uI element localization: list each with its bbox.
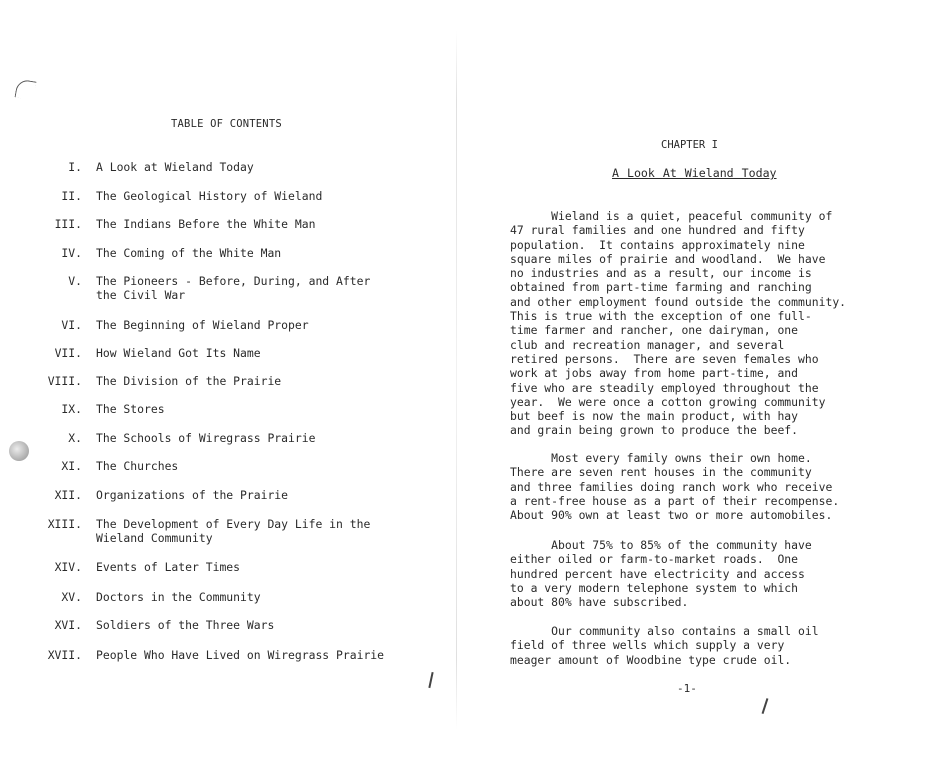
toc-item-number: III.	[54, 217, 82, 231]
toc-item-title: The Beginning of Wieland Proper	[96, 318, 309, 332]
toc-item-title: Soldiers of the Three Wars	[96, 618, 275, 632]
toc-item-title: The Indians Before the White Man	[96, 217, 316, 231]
toc-item-title: Events of Later Times	[96, 560, 241, 574]
toc-item-title: The Development of Every Day Life in the Wieland Community	[96, 517, 371, 545]
toc-item-number: VIII.	[47, 374, 82, 388]
toc-item-number: X.	[68, 431, 82, 445]
toc-item-number: V.	[68, 274, 82, 288]
toc-item-title: The Coming of the White Man	[96, 246, 282, 260]
toc-item-number: IX.	[61, 402, 82, 416]
toc-item-number: XVII.	[47, 648, 82, 662]
corner-mark	[14, 78, 36, 100]
chapter-number: CHAPTER I	[661, 139, 718, 151]
toc-item-title: The Pioneers - Before, During, and After the Civil War	[96, 274, 371, 302]
toc-item-number: XVI.	[54, 618, 82, 632]
chapter-paragraph: Wieland is a quiet, peaceful community of 47 rural families and one hundred and fifty population. It contains approximately nine square miles of prairie and woodland. We have no industries and as a result, our income is obtained from part-time farming and ranching and other employment found outside the community. This is true with the exception of one full- time farmer and rancher, one dairyman, one club and recreation manager, and several retired persons. There are seven females who work at jobs away from home part-time, and five who are steadily employed throughout the year. We were once a cotton growing community but beef is now the main product, with hay and grain being grown to produce the beef.	[510, 209, 847, 438]
toc-item-number: XI.	[61, 459, 82, 473]
toc-item-number: VII.	[54, 346, 82, 360]
chapter-paragraph: Our community also contains a small oil field of three wells which supply a very meager amount of Woodbine type crude oil.	[510, 624, 819, 667]
stray-pen-mark	[428, 672, 433, 688]
toc-item-title: The Schools of Wiregrass Prairie	[96, 431, 316, 445]
toc-item-title: A Look at Wieland Today	[96, 160, 254, 174]
chapter-paragraph: About 75% to 85% of the community have either oiled or farm-to-market roads. One hundred percent have electricity and access to a very modern telephone system to which about 80% have subscribed.	[510, 538, 812, 610]
toc-item-title: The Churches	[96, 459, 179, 473]
toc-item-number: VI.	[61, 318, 82, 332]
chapter-paragraph: Most every family owns their own home. There are seven rent houses in the community and three families doing ranch work who receive a rent-free house as a part of their recompense. About 90% own at least two or more automobiles.	[510, 451, 840, 523]
toc-item-number: XIII.	[47, 517, 82, 531]
toc-item-title: Organizations of the Prairie	[96, 488, 289, 502]
toc-item-number: IV.	[61, 246, 82, 260]
toc-item-number: II.	[61, 189, 82, 203]
toc-item-title: The Division of the Prairie	[96, 374, 282, 388]
toc-item-number: XII.	[54, 488, 82, 502]
toc-item-title: How Wieland Got Its Name	[96, 346, 261, 360]
toc-title: TABLE OF CONTENTS	[171, 118, 282, 130]
page-number: -1-	[677, 682, 697, 695]
toc-item-title: People Who Have Lived on Wiregrass Prairie	[96, 648, 385, 662]
toc-item-number: XIV.	[54, 560, 82, 574]
toc-item-title: The Geological History of Wieland	[96, 189, 323, 203]
chapter-title: A Look At Wieland Today	[612, 166, 777, 180]
toc-item-title: Doctors in the Community	[96, 590, 261, 604]
toc-item-number: XV.	[61, 590, 82, 604]
toc-item-title: The Stores	[96, 402, 165, 416]
table-of-contents-page	[0, 0, 460, 768]
toc-item-number: I.	[68, 160, 82, 174]
